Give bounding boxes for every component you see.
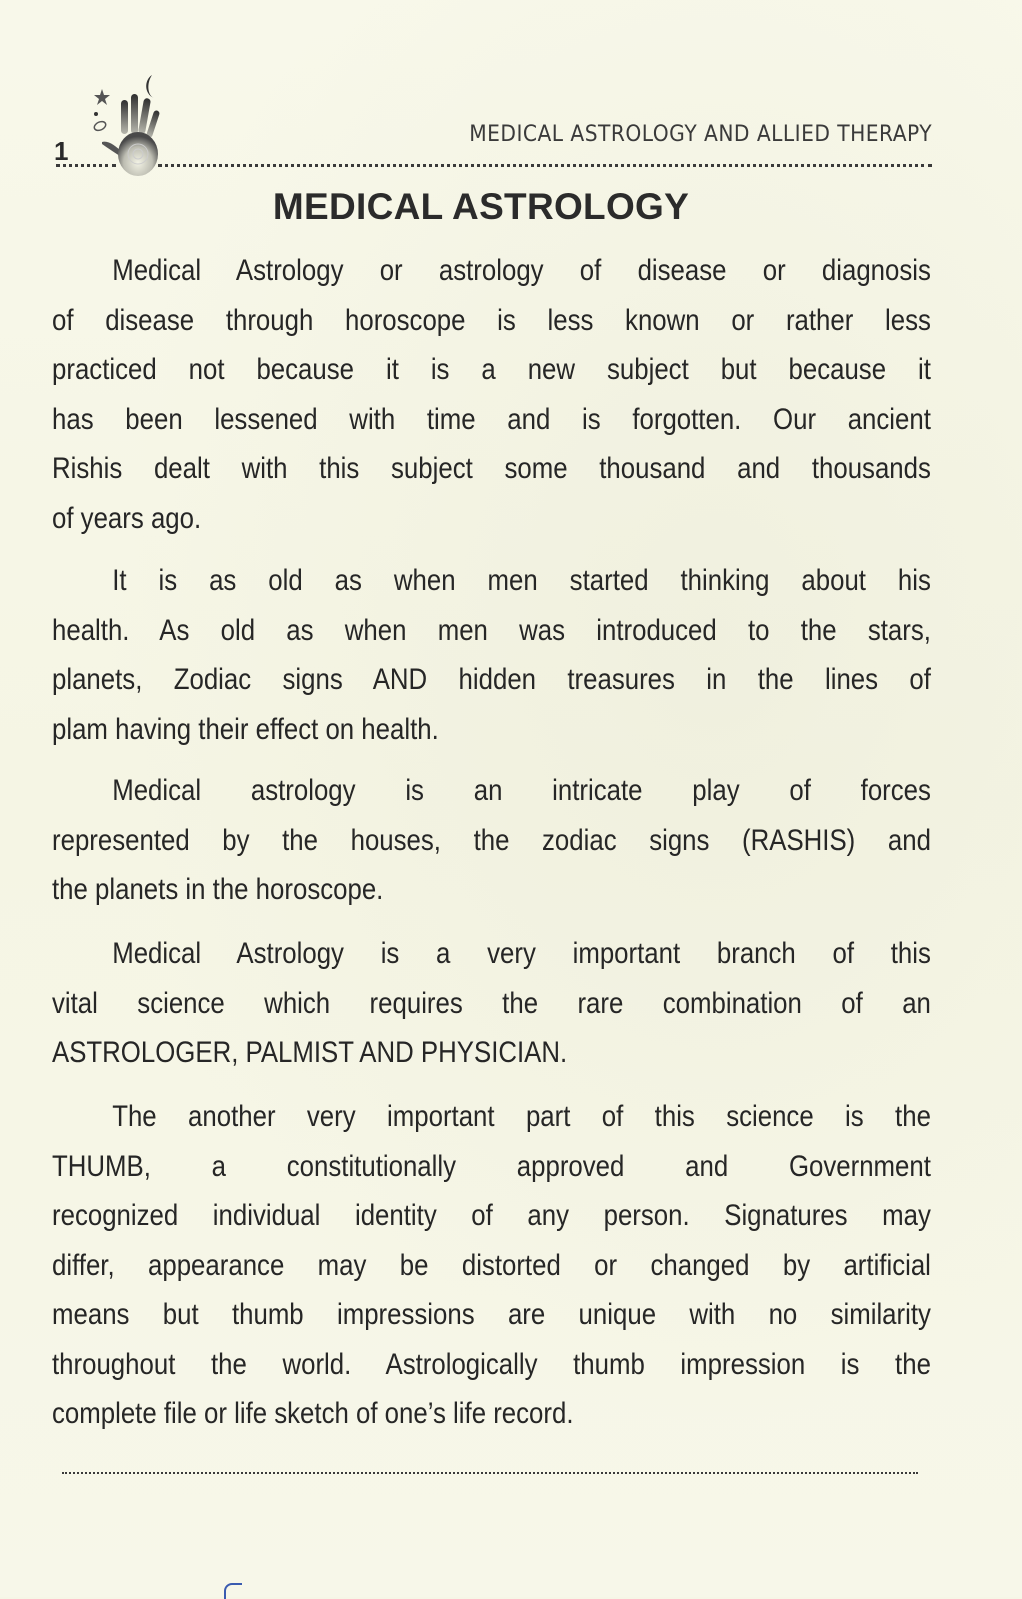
- text-line: THUMB, a constitutionally approved and Government: [52, 1149, 931, 1183]
- text-line: has been lessened with time and is forgotten. Our ancient: [52, 402, 931, 436]
- paragraph-1: [52, 246, 931, 543]
- text-line: throughout the world. Astrologically thumb impression is the: [52, 1347, 931, 1381]
- paragraph-3: [52, 766, 931, 915]
- paragraph-4: [52, 929, 931, 1078]
- text-line: Medical Astrology is a very important branch of this: [112, 937, 931, 970]
- footer-divider: [62, 1472, 918, 1474]
- text-line: Medical astrology is an intricate play of forces: [112, 774, 931, 807]
- text-line: It is as old as when men started thinking about his: [112, 564, 931, 597]
- text-line: of years ago.: [52, 501, 202, 535]
- text-line: the planets in the horoscope.: [52, 873, 384, 906]
- text-line: practiced not because it is a new subject but because it: [52, 353, 931, 386]
- page-number: 1: [54, 136, 69, 166]
- paragraph-2: [52, 556, 931, 754]
- text-line: Rishis dealt with this subject some thousand and thousands: [52, 452, 931, 485]
- text-line: represented by the houses, the zodiac signs (RASHIS) and: [52, 823, 931, 857]
- text-line: ASTROLOGER, PALMIST AND PHYSICIAN.: [52, 1036, 568, 1069]
- text-line: Medical Astrology or astrology of disease or diagnosis: [112, 254, 931, 287]
- text-line: recognized individual identity of any person. Signatures may: [52, 1199, 931, 1232]
- text-line: health. As old as when men was introduced to the stars,: [52, 613, 931, 647]
- running-header: [50, 70, 932, 180]
- header-divider-right: [158, 164, 932, 167]
- text-line: complete file or life sketch of one’s life record.: [52, 1397, 574, 1430]
- running-title: MEDICAL ASTROLOGY AND ALLIED THERAPY: [469, 122, 932, 147]
- text-line: means but thumb impressions are unique with no similarity: [52, 1298, 931, 1331]
- text-line: of disease through horoscope is less known or rather less: [52, 303, 931, 337]
- chapter-title: MEDICAL ASTROLOGY: [272, 186, 690, 227]
- header-divider-left: [56, 164, 116, 167]
- text-line: vital science which requires the rare combination of an: [52, 986, 931, 1020]
- text-line: differ, appearance may be distorted or changed by artificial: [52, 1248, 931, 1282]
- text-line: planets, Zodiac signs AND hidden treasures in the lines of: [52, 663, 931, 696]
- paragraph-5: [52, 1092, 931, 1439]
- text-line: The another very important part of this science is the: [112, 1100, 931, 1133]
- text-line: plam having their effect on health.: [52, 712, 439, 746]
